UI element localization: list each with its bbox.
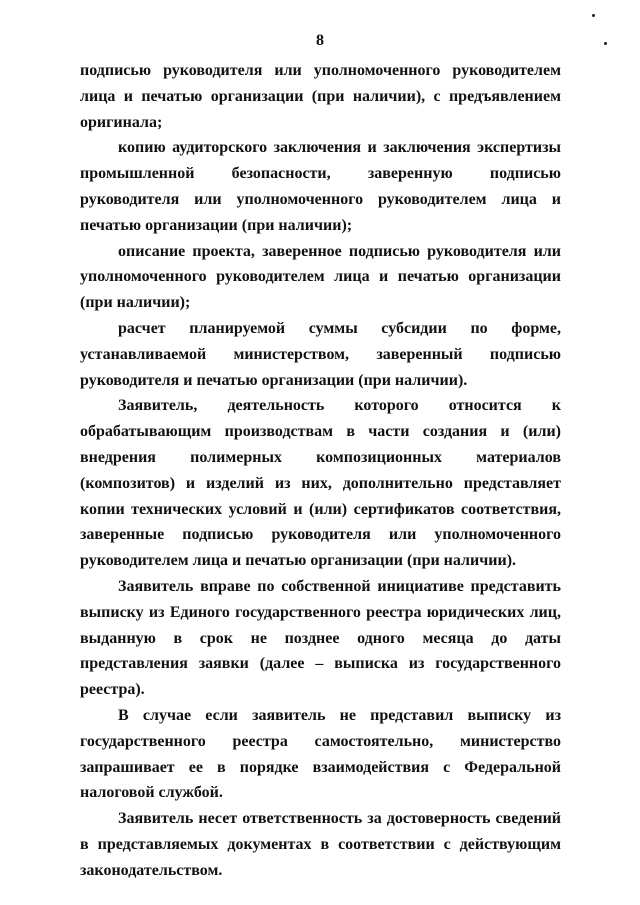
paragraph-applicant-responsibility: Заявитель несет ответственность за достоверность сведений в представляемых документах в соответствии с действующим законодательством. <box>80 810 561 879</box>
paragraph-audit-conclusion: копию аудиторского заключения и заключения экспертизы промышленной безопасности, заверенную подписью руководителя или уполномоченного руководителем лица и печатью организации (при наличии); <box>80 139 561 234</box>
scan-speck <box>604 42 607 45</box>
paragraph-project-description: описание проекта, заверенное подписью руководителя или уполномоченного руководителем лица и печатью организации (при наличии); <box>80 242 561 312</box>
paragraph-composites-applicant: Заявитель, деятельность которого относится к обрабатывающим производствам в части создания и (или) внедрения полимерных композиционных материалов (композитов) и изделий из них, дополнительно представляет копии технических условий и (или) сертификатов соответствия, заверенные подписью руководителя или уполномоченного руководителем лица и печатью организации (при наличии). <box>80 397 561 570</box>
document-body <box>80 58 561 884</box>
page-number: 8 <box>316 32 324 49</box>
scan-speck <box>592 14 595 17</box>
paragraph-ministry-request: В случае если заявитель не представил выписку из государственного реестра самостоятельно, министерство запрашивает ее в порядке взаимодействия с Федеральной налоговой службой. <box>80 706 561 802</box>
paragraph-subsidy-calculation: расчет планируемой суммы субсидии по форме, устанавливаемой министерством, заверенный подписью руководителя и печатью организации (при наличии). <box>80 319 561 389</box>
paragraph-continuation: подписью руководителя или уполномоченного руководителем лица и печатью организации (при наличии), с предъявлением оригинала; <box>80 62 561 131</box>
paragraph-registry-extract: Заявитель вправе по собственной инициативе представить выписку из Единого государственного реестра юридических лиц, выданную в срок не позднее одного месяца до даты представления заявки (далее – выписка из государственного реестра). <box>80 577 561 699</box>
